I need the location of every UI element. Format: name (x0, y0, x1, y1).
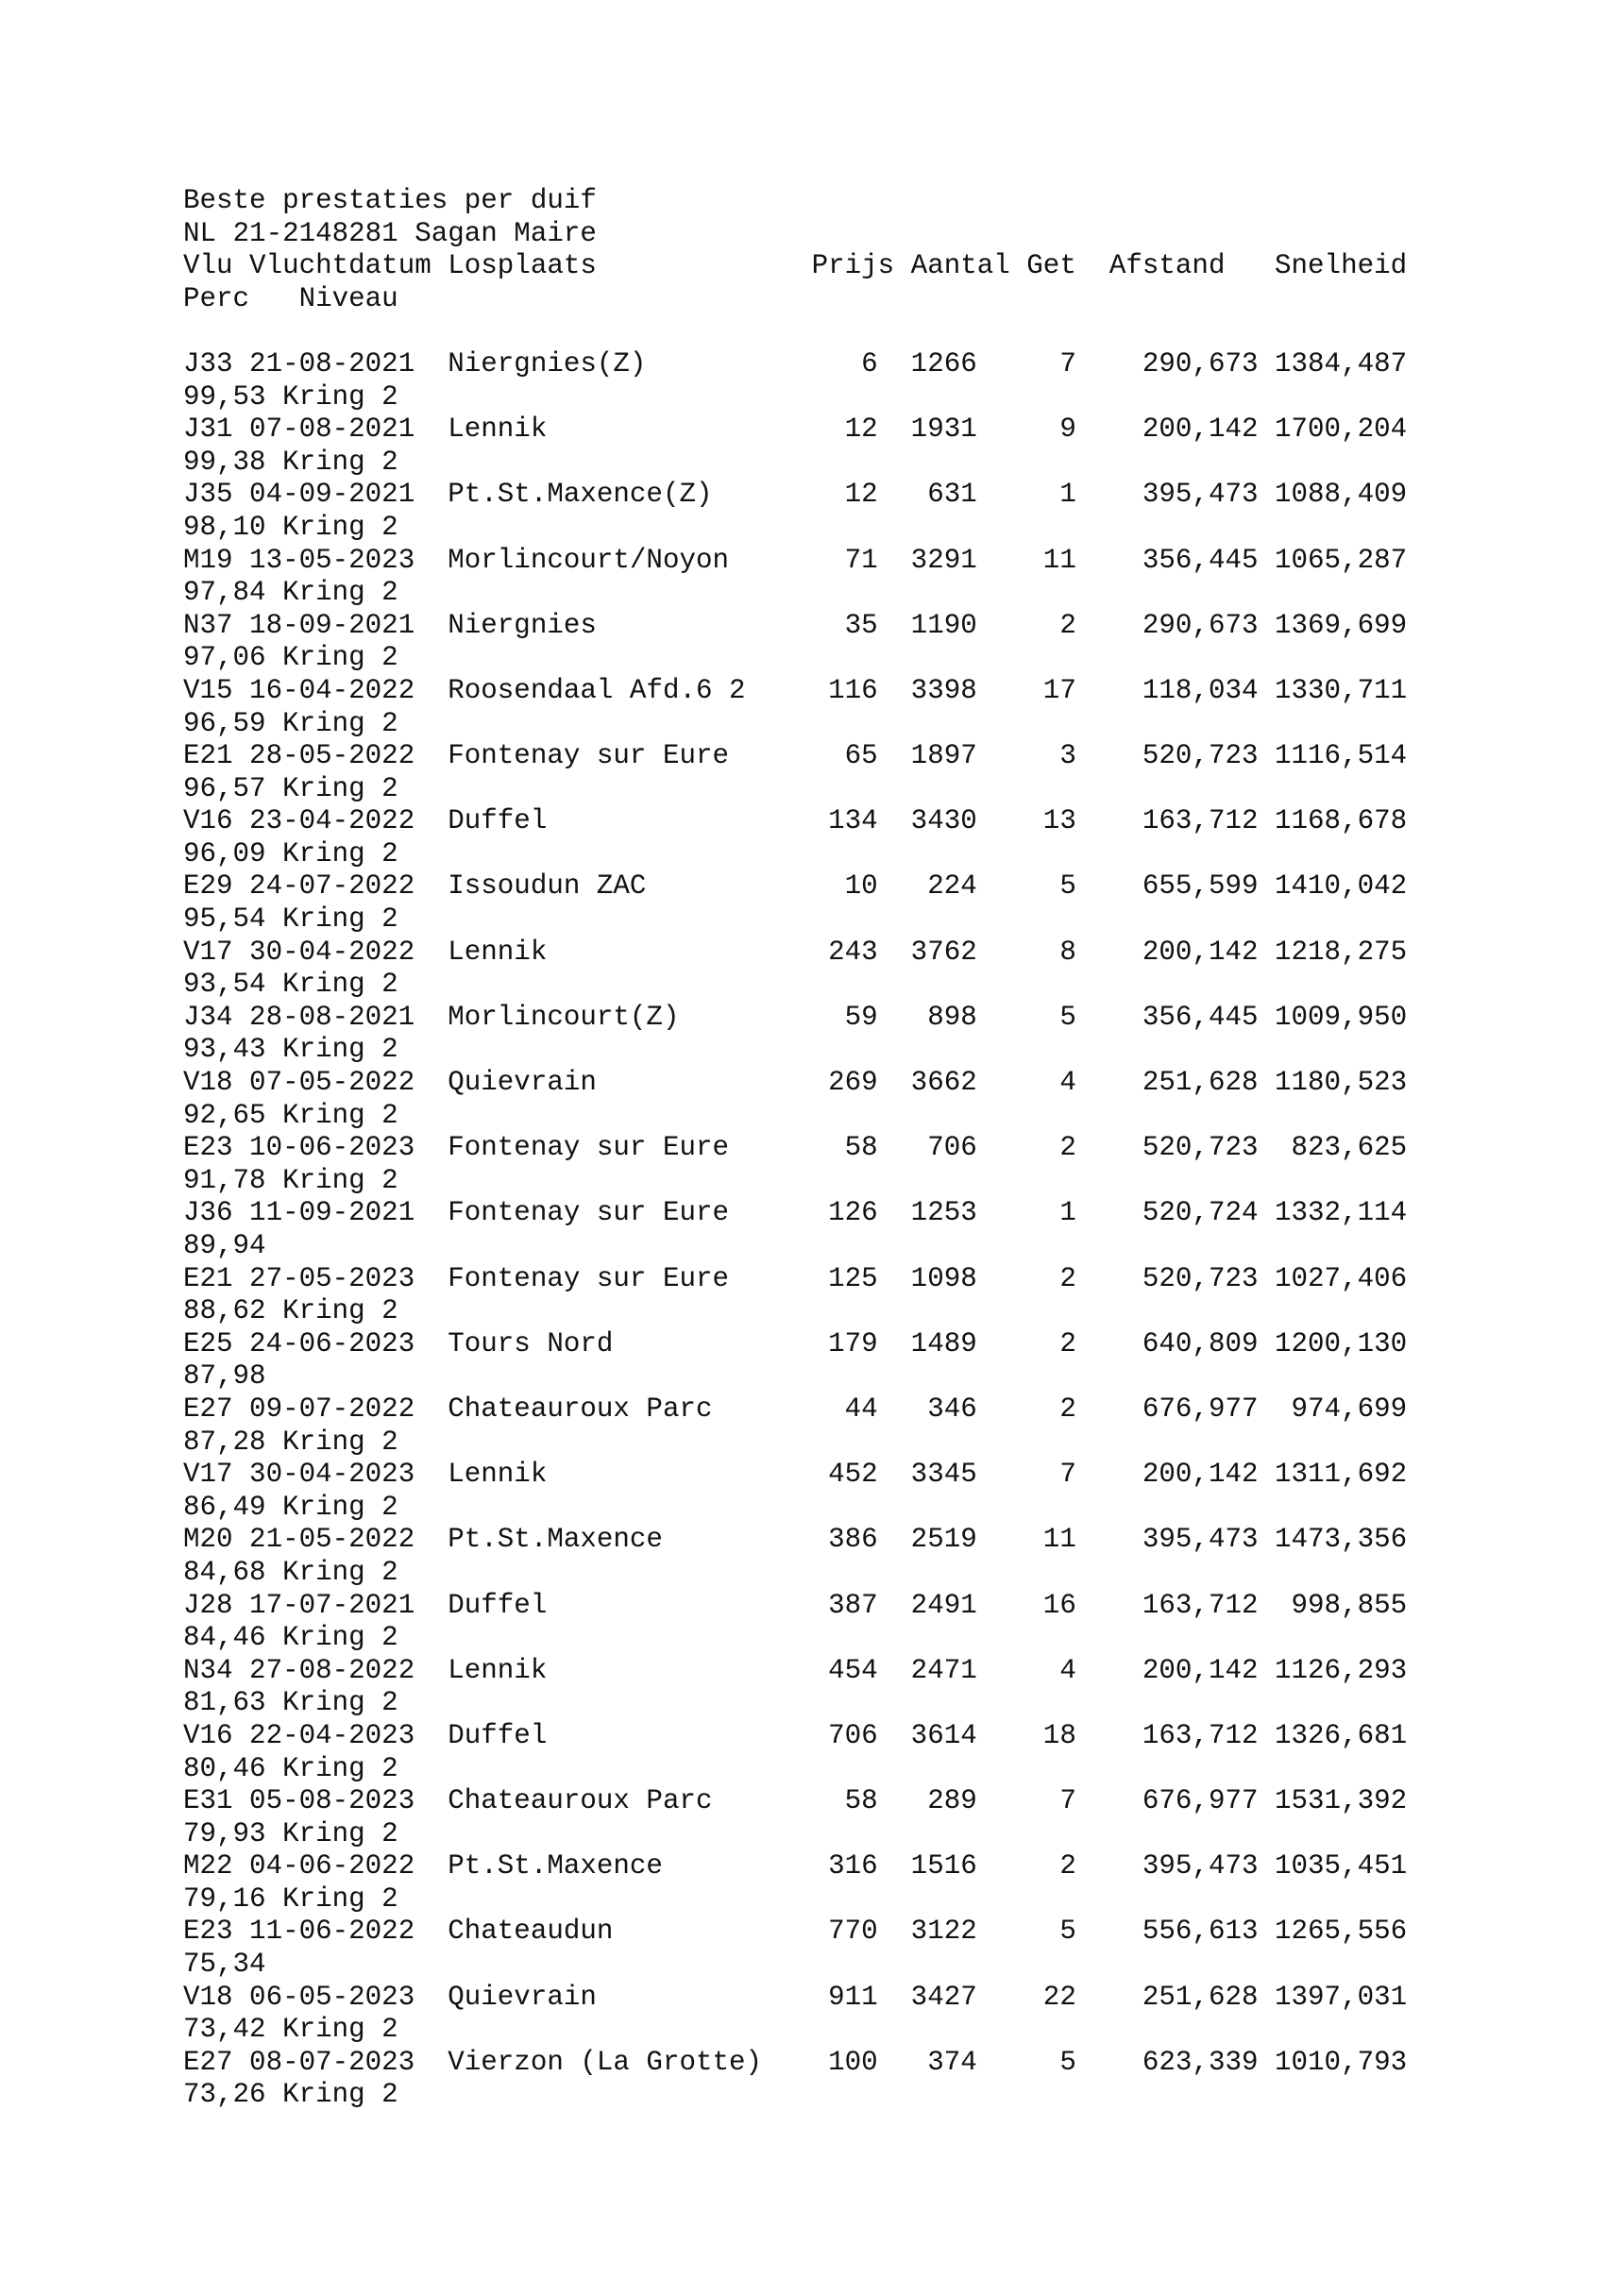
flight-record-main-line: V16 22-04-2023 Duffel 706 3614 18 163,712 1326,681 (183, 1719, 1408, 1751)
flight-record-main-line: E21 27-05-2023 Fontenay sur Eure 125 1098 2 520,723 1027,406 (183, 1262, 1408, 1294)
flight-record-perc-line: 99,53 Kring 2 (183, 380, 398, 413)
spacer (183, 315, 1505, 348)
flight-record (183, 414, 1505, 479)
flight-record-main-line: N37 18-09-2021 Niergnies 35 1190 2 290,673 1369,699 (183, 609, 1408, 641)
flight-record (183, 740, 1505, 805)
flight-record (183, 610, 1505, 675)
flight-record-main-line: V15 16-04-2022 Roosendaal Afd.6 2 116 3398 17 118,034 1330,711 (183, 674, 1408, 706)
flight-record-main-line: E21 28-05-2022 Fontenay sur Eure 65 1897 3 520,723 1116,514 (183, 740, 1408, 772)
flight-record-perc-line: 80,46 Kring 2 (183, 1752, 398, 1784)
flight-record (183, 1524, 1505, 1589)
flight-record-perc-line: 96,59 Kring 2 (183, 707, 398, 739)
flight-record-main-line: E31 05-08-2023 Chateauroux Parc 58 289 7 676,977 1531,392 (183, 1785, 1408, 1817)
flight-record (183, 1459, 1505, 1524)
flight-record-main-line: M20 21-05-2022 Pt.St.Maxence 386 2519 11 395,473 1473,356 (183, 1524, 1408, 1556)
flight-record (183, 1720, 1505, 1785)
flight-record-main-line: V18 06-05-2023 Quievrain 911 3427 22 251,628 1397,031 (183, 1981, 1408, 2013)
flight-record-perc-line: 73,42 Kring 2 (183, 2014, 398, 2046)
flight-record-main-line: J28 17-07-2021 Duffel 387 2491 16 163,712 998,855 (183, 1589, 1408, 1621)
flight-record (183, 1916, 1505, 1981)
flight-record (183, 348, 1505, 414)
flight-record-main-line: J35 04-09-2021 Pt.St.Maxence(Z) 12 631 1 395,473 1088,409 (183, 479, 1408, 511)
flight-record-perc-line: 79,16 Kring 2 (183, 1882, 398, 1915)
flight-record-main-line: E29 24-07-2022 Issoudun ZAC 10 224 5 655,599 1410,042 (183, 870, 1408, 903)
flight-record-perc-line: 79,93 Kring 2 (183, 1817, 398, 1849)
pigeon-id: NL 21-2148281 Sagan Maire (183, 217, 597, 249)
flight-record-perc-line: 87,28 Kring 2 (183, 1426, 398, 1458)
flight-record-perc-line: 96,57 Kring 2 (183, 772, 398, 804)
flight-record (183, 675, 1505, 740)
flight-record-main-line: V16 23-04-2022 Duffel 134 3430 13 163,712 1168,678 (183, 805, 1408, 837)
flight-record-perc-line: 99,38 Kring 2 (183, 446, 398, 478)
flight-record-main-line: J34 28-08-2021 Morlincourt(Z) 59 898 5 356,445 1009,950 (183, 1001, 1408, 1033)
flight-record (183, 479, 1505, 544)
flight-record-perc-line: 81,63 Kring 2 (183, 1687, 398, 1719)
flight-record-main-line: M22 04-06-2022 Pt.St.Maxence 316 1516 2 395,473 1035,451 (183, 1850, 1408, 1882)
flight-record-main-line: E25 24-06-2023 Tours Nord 179 1489 2 640,809 1200,130 (183, 1327, 1408, 1359)
column-header-line-1: Vlu Vluchtdatum Losplaats Prijs Aantal Get Afstand Snelheid (183, 250, 1408, 282)
flight-record (183, 1132, 1505, 1197)
flight-record-main-line: J31 07-08-2021 Lennik 12 1931 9 200,142 1700,204 (183, 414, 1408, 446)
flight-record (183, 1002, 1505, 1067)
flight-record-main-line: N34 27-08-2022 Lennik 454 2471 4 200,142 1126,293 (183, 1654, 1408, 1686)
flight-record (183, 1785, 1505, 1850)
flight-record (183, 545, 1505, 610)
flight-record-perc-line: 89,94 (183, 1230, 266, 1261)
flight-record-perc-line: 93,54 Kring 2 (183, 969, 398, 1001)
flight-record-main-line: V17 30-04-2023 Lennik 452 3345 7 200,142 1311,692 (183, 1459, 1408, 1491)
flight-record-perc-line: 73,26 Kring 2 (183, 2079, 398, 2111)
flight-record (183, 1393, 1505, 1459)
flight-record (183, 1067, 1505, 1132)
flight-record-main-line: J33 21-08-2021 Niergnies(Z) 6 1266 7 290,673 1384,487 (183, 347, 1408, 380)
flight-record (183, 870, 1505, 936)
flight-record-perc-line: 96,09 Kring 2 (183, 837, 398, 869)
flight-record-main-line: E23 10-06-2023 Fontenay sur Eure 58 706 2 520,723 823,625 (183, 1132, 1408, 1164)
flight-record-perc-line: 97,84 Kring 2 (183, 577, 398, 609)
flight-record-perc-line: 75,34 (183, 1949, 266, 1981)
flight-record-perc-line: 97,06 Kring 2 (183, 642, 398, 674)
flight-record-main-line: E23 11-06-2022 Chateaudun 770 3122 5 556,613 1265,556 (183, 1916, 1408, 1948)
flight-record-perc-line: 86,49 Kring 2 (183, 1491, 398, 1523)
flight-record (183, 1328, 1505, 1393)
flight-record-main-line: E27 08-07-2023 Vierzon (La Grotte) 100 374 5 623,339 1010,793 (183, 2046, 1408, 2078)
flight-record (183, 1590, 1505, 1655)
report-title: Beste prestaties per duif (183, 185, 597, 216)
flight-record-main-line: V17 30-04-2022 Lennik 243 3762 8 200,142 1218,275 (183, 936, 1408, 968)
flight-record-perc-line: 92,65 Kring 2 (183, 1099, 398, 1131)
flight-record-perc-line: 98,10 Kring 2 (183, 511, 398, 543)
flight-record (183, 1850, 1505, 1916)
flight-record (183, 2047, 1505, 2112)
flight-record (183, 1982, 1505, 2047)
flight-record (183, 1197, 1505, 1262)
flight-record (183, 805, 1505, 870)
flight-record-main-line: E27 09-07-2022 Chateauroux Parc 44 346 2 676,977 974,699 (183, 1393, 1408, 1425)
flight-record (183, 1655, 1505, 1720)
flight-record (183, 1263, 1505, 1328)
report-page (183, 185, 1505, 2112)
flight-record-perc-line: 87,98 (183, 1360, 266, 1393)
flight-record-main-line: M19 13-05-2023 Morlincourt/Noyon 71 3291 11 356,445 1065,287 (183, 544, 1408, 576)
flight-record-perc-line: 84,68 Kring 2 (183, 1556, 398, 1588)
flight-record (183, 937, 1505, 1002)
results-list (183, 348, 1505, 2112)
flight-record-main-line: J36 11-09-2021 Fontenay sur Eure 126 1253 1 520,724 1332,114 (183, 1197, 1408, 1229)
flight-record-perc-line: 91,78 Kring 2 (183, 1164, 398, 1196)
column-header-line-2: Perc Niveau (183, 282, 398, 314)
flight-record-main-line: V18 07-05-2022 Quievrain 269 3662 4 251,628 1180,523 (183, 1067, 1408, 1099)
flight-record-perc-line: 84,46 Kring 2 (183, 1622, 398, 1654)
flight-record-perc-line: 93,43 Kring 2 (183, 1034, 398, 1066)
flight-record-perc-line: 88,62 Kring 2 (183, 1295, 398, 1327)
flight-record-perc-line: 95,54 Kring 2 (183, 903, 398, 936)
